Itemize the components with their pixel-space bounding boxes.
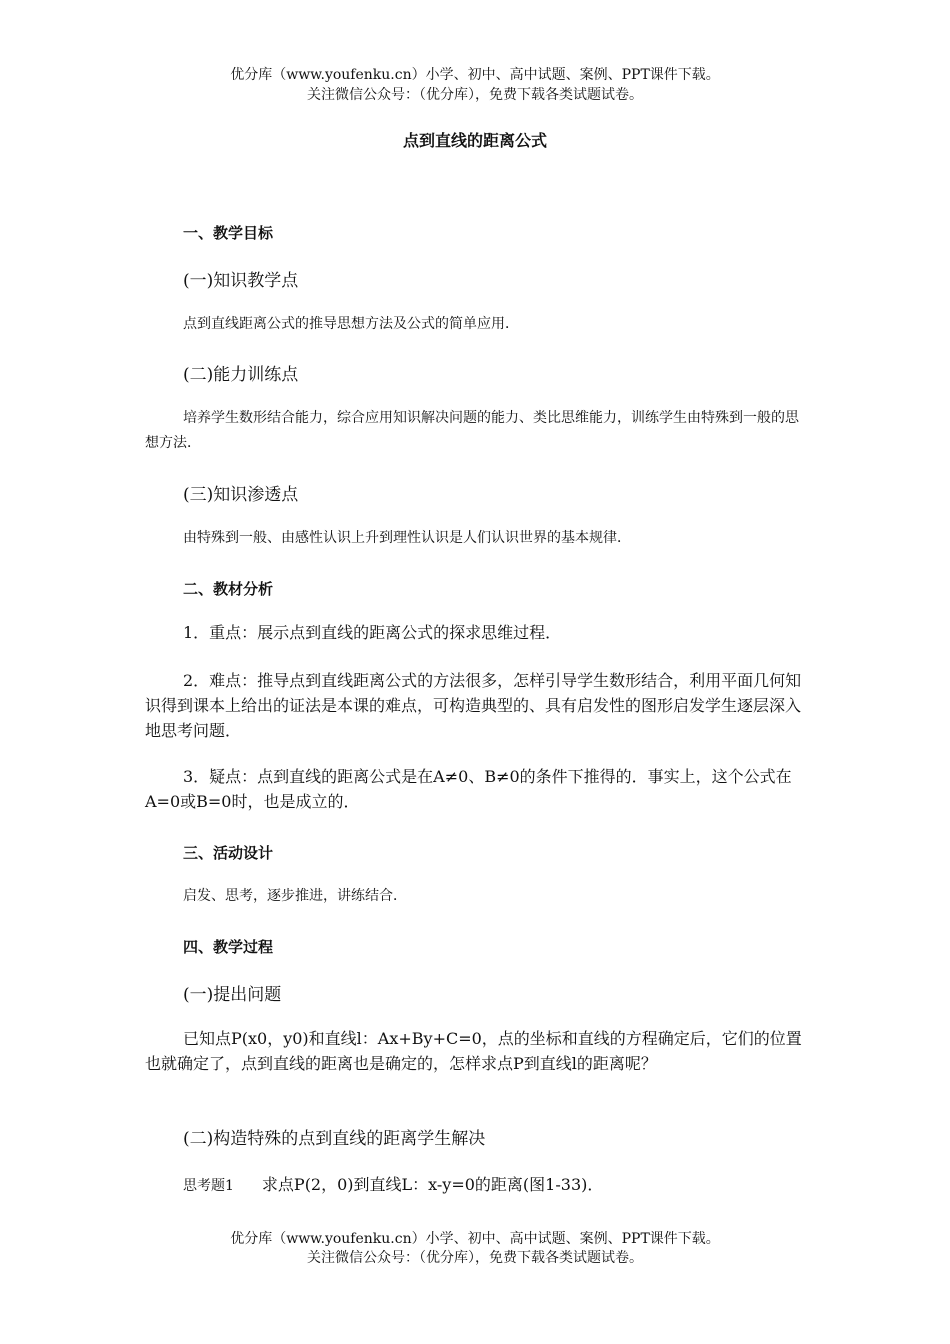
paragraph: 已知点P(x0，y0)和直线l：Ax+By+C=0，点的坐标和直线的方程确定后，它们的位置也就确定了，点到直线的距离也是确定的，怎样求点P到直线l的距离呢？ — [145, 1029, 802, 1073]
section-heading-4: 四、教学过程 — [183, 938, 274, 956]
question-text: 求点P(2，0)到直线L：x-y=0的距离(图1-33)． — [261, 1175, 604, 1194]
paragraph: 2．难点：推导点到直线距离公式的方法很多，怎样引导学生数形结合，利用平面几何知识得到课本上给出的证法是本课的难点，可构造典型的、具有启发性的图形启发学生逐层深入地思考问题． — [145, 671, 802, 740]
subheading-ability: (二)能力训练点 — [183, 365, 299, 385]
question-1 — [183, 1172, 803, 1199]
footer-line-1: 优分库（www.youfenku.cn）小学、初中、高中试题、案例、PPT课件下载。 — [230, 1231, 720, 1247]
header-line-2: 关注微信公众号：（优分库），免费下载各类试题试卷。 — [307, 87, 643, 103]
question-label: 思考题1 — [183, 1178, 234, 1194]
paragraph: 1．重点：展示点到直线的距离公式的探求思维过程． — [183, 623, 562, 642]
paragraph: 3．疑点：点到直线的距离公式是在A≠0、B≠0的条件下推得的．事实上，这个公式在A=0或B=0时，也是成立的． — [145, 767, 792, 811]
page-title: 点到直线的距离公式 — [402, 131, 547, 150]
paragraph: 由特殊到一般、由感性认识上升到理性认识是人们认识世界的基本规律． — [183, 530, 631, 546]
header-line-1: 优分库（www.youfenku.cn）小学、初中、高中试题、案例、PPT课件下载。 — [230, 67, 720, 83]
section-heading-1: 一、教学目标 — [183, 224, 274, 242]
footer-line-2: 关注微信公众号：（优分库），免费下载各类试题试卷。 — [307, 1250, 643, 1266]
section-heading-2: 二、教材分析 — [183, 580, 274, 598]
paragraph: 启发、思考，逐步推进，讲练结合． — [183, 888, 407, 904]
paragraph: 培养学生数形结合能力，综合应用知识解决问题的能力、类比思维能力，训练学生由特殊到一般的思想方法． — [145, 410, 799, 451]
paragraph: 点到直线距离公式的推导思想方法及公式的简单应用． — [183, 316, 519, 332]
subheading-penetration: (三)知识渗透点 — [183, 485, 299, 505]
subheading-construct: (二)构造特殊的点到直线的距离学生解决 — [183, 1129, 486, 1149]
subheading-knowledge: (一)知识教学点 — [183, 271, 299, 291]
subheading-problem: (一)提出问题 — [183, 985, 282, 1005]
section-heading-3: 三、活动设计 — [183, 844, 274, 862]
